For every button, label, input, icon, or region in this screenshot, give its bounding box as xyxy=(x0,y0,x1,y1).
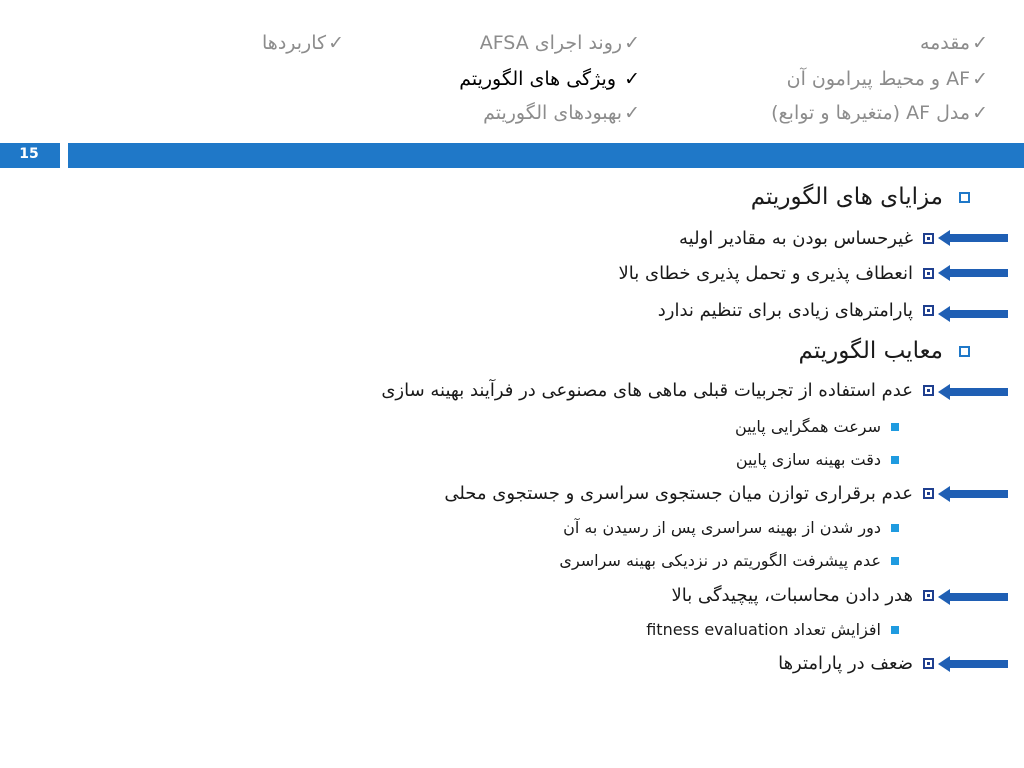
disadvantage-item: عدم برقراری توازن میان جستجوی سراسری و جستجوی محلی xyxy=(444,483,934,504)
nav-item-afsa-procedure[interactable]: ✓روند اجرای AFSA xyxy=(479,32,640,54)
filled-square-bullet-icon xyxy=(891,626,899,634)
check-icon: ✓ xyxy=(624,68,640,90)
advantage-item: پارامترهای زیادی برای تنظیم ندارد xyxy=(658,300,934,321)
disadvantage-subitem: افزایش تعداد fitness evaluation xyxy=(646,620,899,639)
check-icon: ✓ xyxy=(972,32,988,54)
filled-square-bullet-icon xyxy=(891,423,899,431)
square-bullet-icon xyxy=(923,488,934,499)
nav-item-af-model[interactable]: ✓مدل AF (متغیرها و توابع) xyxy=(771,102,988,124)
square-outline-bullet-icon xyxy=(959,192,970,203)
left-arrow-icon xyxy=(938,230,1008,246)
disadvantages-heading: معایب الگوریتم xyxy=(799,338,970,364)
filled-square-bullet-icon xyxy=(891,524,899,532)
disadvantage-item: هدر دادن محاسبات، پیچیدگی بالا xyxy=(671,585,934,606)
left-arrow-icon xyxy=(938,306,1008,322)
advantage-item: غیرحساس بودن به مقادیر اولیه xyxy=(679,228,934,249)
check-icon: ✓ xyxy=(972,68,988,90)
square-bullet-icon xyxy=(923,268,934,279)
check-icon: ✓ xyxy=(328,32,344,54)
advantage-item: انعطاف پذیری و تحمل پذیری خطای بالا xyxy=(619,263,935,284)
square-bullet-icon xyxy=(923,305,934,316)
disadvantage-subitem: دقت بهینه سازی پایین xyxy=(736,450,899,469)
check-icon: ✓ xyxy=(624,102,640,124)
check-icon: ✓ xyxy=(972,102,988,124)
left-arrow-icon xyxy=(938,486,1008,502)
filled-square-bullet-icon xyxy=(891,456,899,464)
disadvantage-item: عدم استفاده از تجربیات قبلی ماهی های مصنوعی در فرآیند بهینه سازی xyxy=(381,380,934,401)
nav-item-features-active[interactable]: ✓ ویژگی های الگوریتم xyxy=(459,68,640,90)
left-arrow-icon xyxy=(938,656,1008,672)
disadvantage-item: ضعف در پارامترها xyxy=(778,653,934,674)
square-bullet-icon xyxy=(923,233,934,244)
square-bullet-icon xyxy=(923,590,934,601)
square-bullet-icon xyxy=(923,658,934,669)
advantages-heading: مزایای های الگوریتم xyxy=(751,184,970,210)
disadvantage-subitem: سرعت همگرایی پایین xyxy=(735,417,899,436)
square-bullet-icon xyxy=(923,385,934,396)
disadvantage-subitem: عدم پیشرفت الگوریتم در نزدیکی بهینه سراسری xyxy=(559,551,899,570)
square-outline-bullet-icon xyxy=(959,346,970,357)
nav-item-af-environment[interactable]: ✓AF و محیط پیرامون آن xyxy=(786,68,988,90)
slide-number: 15 xyxy=(19,146,39,162)
nav-item-intro[interactable]: ✓مقدمه xyxy=(919,32,988,54)
left-arrow-icon xyxy=(938,265,1008,281)
check-icon: ✓ xyxy=(624,32,640,54)
disadvantage-subitem: دور شدن از بهینه سراسری پس از رسیدن به آن xyxy=(563,518,899,537)
filled-square-bullet-icon xyxy=(891,557,899,565)
nav-item-improvements[interactable]: ✓بهبودهای الگوریتم xyxy=(483,102,640,124)
header-bar xyxy=(68,143,1024,168)
nav-item-applications[interactable]: ✓کاربردها xyxy=(262,32,344,54)
left-arrow-icon xyxy=(938,589,1008,605)
left-arrow-icon xyxy=(938,384,1008,400)
